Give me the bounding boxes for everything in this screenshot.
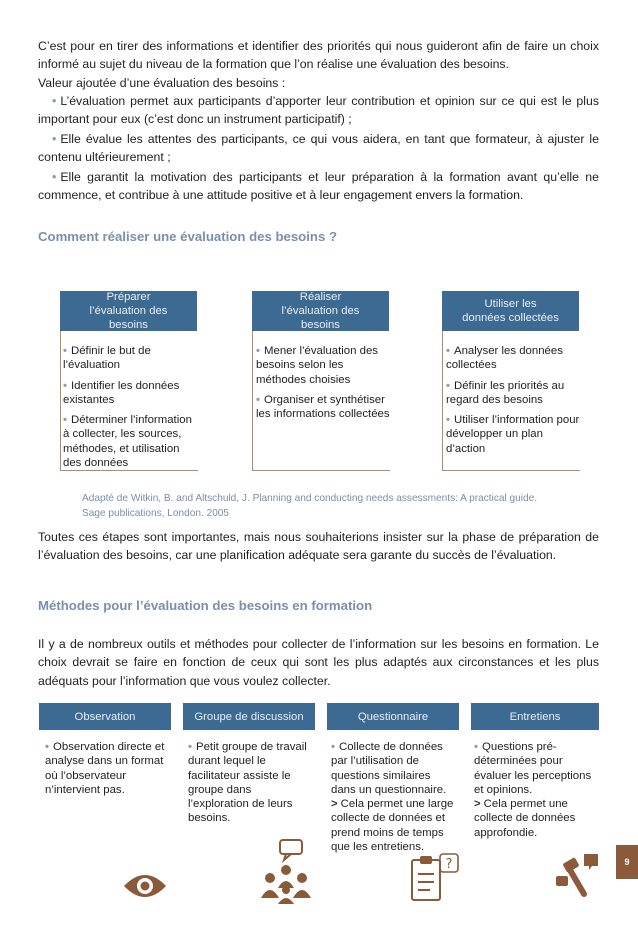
- page-number: 9: [616, 845, 638, 879]
- step-list-prepare: • Définir le but de l’évaluation • Identifier les données existantes • Déterminer l’information à collecter, les sources, méthodes, et utilisation des données: [63, 345, 192, 470]
- steps-paragraph: Toutes ces étapes sont importantes, mais nous souhaiterions insister sur la phase de préparation de l’évaluation des besoins, car une planification adéquate sera garante du succès de l’évaluation.: [38, 530, 599, 563]
- section-heading-how: Comment réaliser une évaluation des besoins ?: [38, 229, 338, 244]
- section-heading-methods: Méthodes pour l’évaluation des besoins en formation: [38, 598, 373, 613]
- step-list-conduct: • Mener l’évaluation des besoins selon les méthodes choisies • Organiser et synthétiser les informations collectées: [256, 345, 390, 421]
- questionnaire-clipboard-icon: [410, 852, 460, 904]
- method-desc-discussion: • Petit groupe de travail durant lequel le facilitateur assiste le groupe dans l’exploration de leurs besoins.: [188, 741, 307, 825]
- divider: [442, 331, 443, 471]
- divider: [442, 470, 580, 471]
- method-desc-questionnaire: • Collecte de données par l’utilisation de questions similaires dans un questionnaire. > Cela permet une large collecte de données et prend moins de temps que les entretiens.: [331, 741, 454, 854]
- svg-text:?: ?: [445, 857, 453, 872]
- method-box-discussion: Groupe de discussion: [183, 703, 315, 730]
- step-list-use: • Analyser les données collectées • Définir les priorités au regard des besoins • Utiliser l’information pour développer un plan d’action: [446, 345, 580, 455]
- divider: [252, 331, 253, 471]
- step-box-prepare: Préparer l’évaluation des besoins: [60, 291, 197, 331]
- intro-bullet-1: • L’évaluation permet aux participants d’apporter leur contribution et opinion sur ce qui est le plus important pour eux (c’est donc un instrument participatif) ;: [38, 94, 599, 127]
- intro-bullet-3: • Elle garantit la motivation des participants et leur préparation à la formation avant qu’elle ne commence, et contribue à une attitude positive et à leur engagement envers la formation.: [38, 170, 599, 203]
- source-citation: Adapté de Witkin, B. and Altschuld, J. Planning and conducting needs assessments: A practical guide. Sage publications, London. 2005: [82, 493, 538, 519]
- method-box-observation: Observation: [39, 703, 171, 730]
- methods-paragraph: Il y a de nombreux outils et méthodes pour collecter de l’information sur les besoins en formation. Le choix devrait se faire en fonction de ceux qui sont les plus adaptés aux circonstances et les plus adéquats pour l’information que vous voulez collecter.: [38, 637, 599, 688]
- method-box-questionnaire: Questionnaire: [327, 703, 459, 730]
- divider: [252, 470, 390, 471]
- method-box-interviews: Entretiens: [471, 703, 599, 730]
- discussion-group-icon: [258, 838, 314, 904]
- step-box-conduct: Réaliser l’évaluation des besoins: [252, 291, 389, 331]
- eye-icon: [122, 870, 168, 902]
- method-desc-interviews: • Questions pré-déterminées pour évaluer les perceptions et opinions. > Cela permet une collecte de données approfondie.: [474, 741, 592, 839]
- intro-bullet-2: • Elle évalue les attentes des participants, ce qui vous aidera, en tant que formateur, à ajuster le contenu ultérieurement ;: [38, 132, 599, 165]
- step-box-use: Utiliser les données collectées: [442, 291, 579, 331]
- divider: [60, 331, 61, 471]
- intro-paragraph: C’est pour en tirer des informations et identifier des priorités qui nous guideront afin de faire un choix informé au sujet du niveau de la formation que l’on réalise une évaluation des besoins. Valeur ajoutée d’une évaluation des besoins :: [38, 39, 599, 90]
- method-desc-observation: • Observation directe et analyse dans un format où l’observateur n’intervient pas.: [45, 741, 165, 796]
- interview-microphone-icon: [554, 850, 602, 900]
